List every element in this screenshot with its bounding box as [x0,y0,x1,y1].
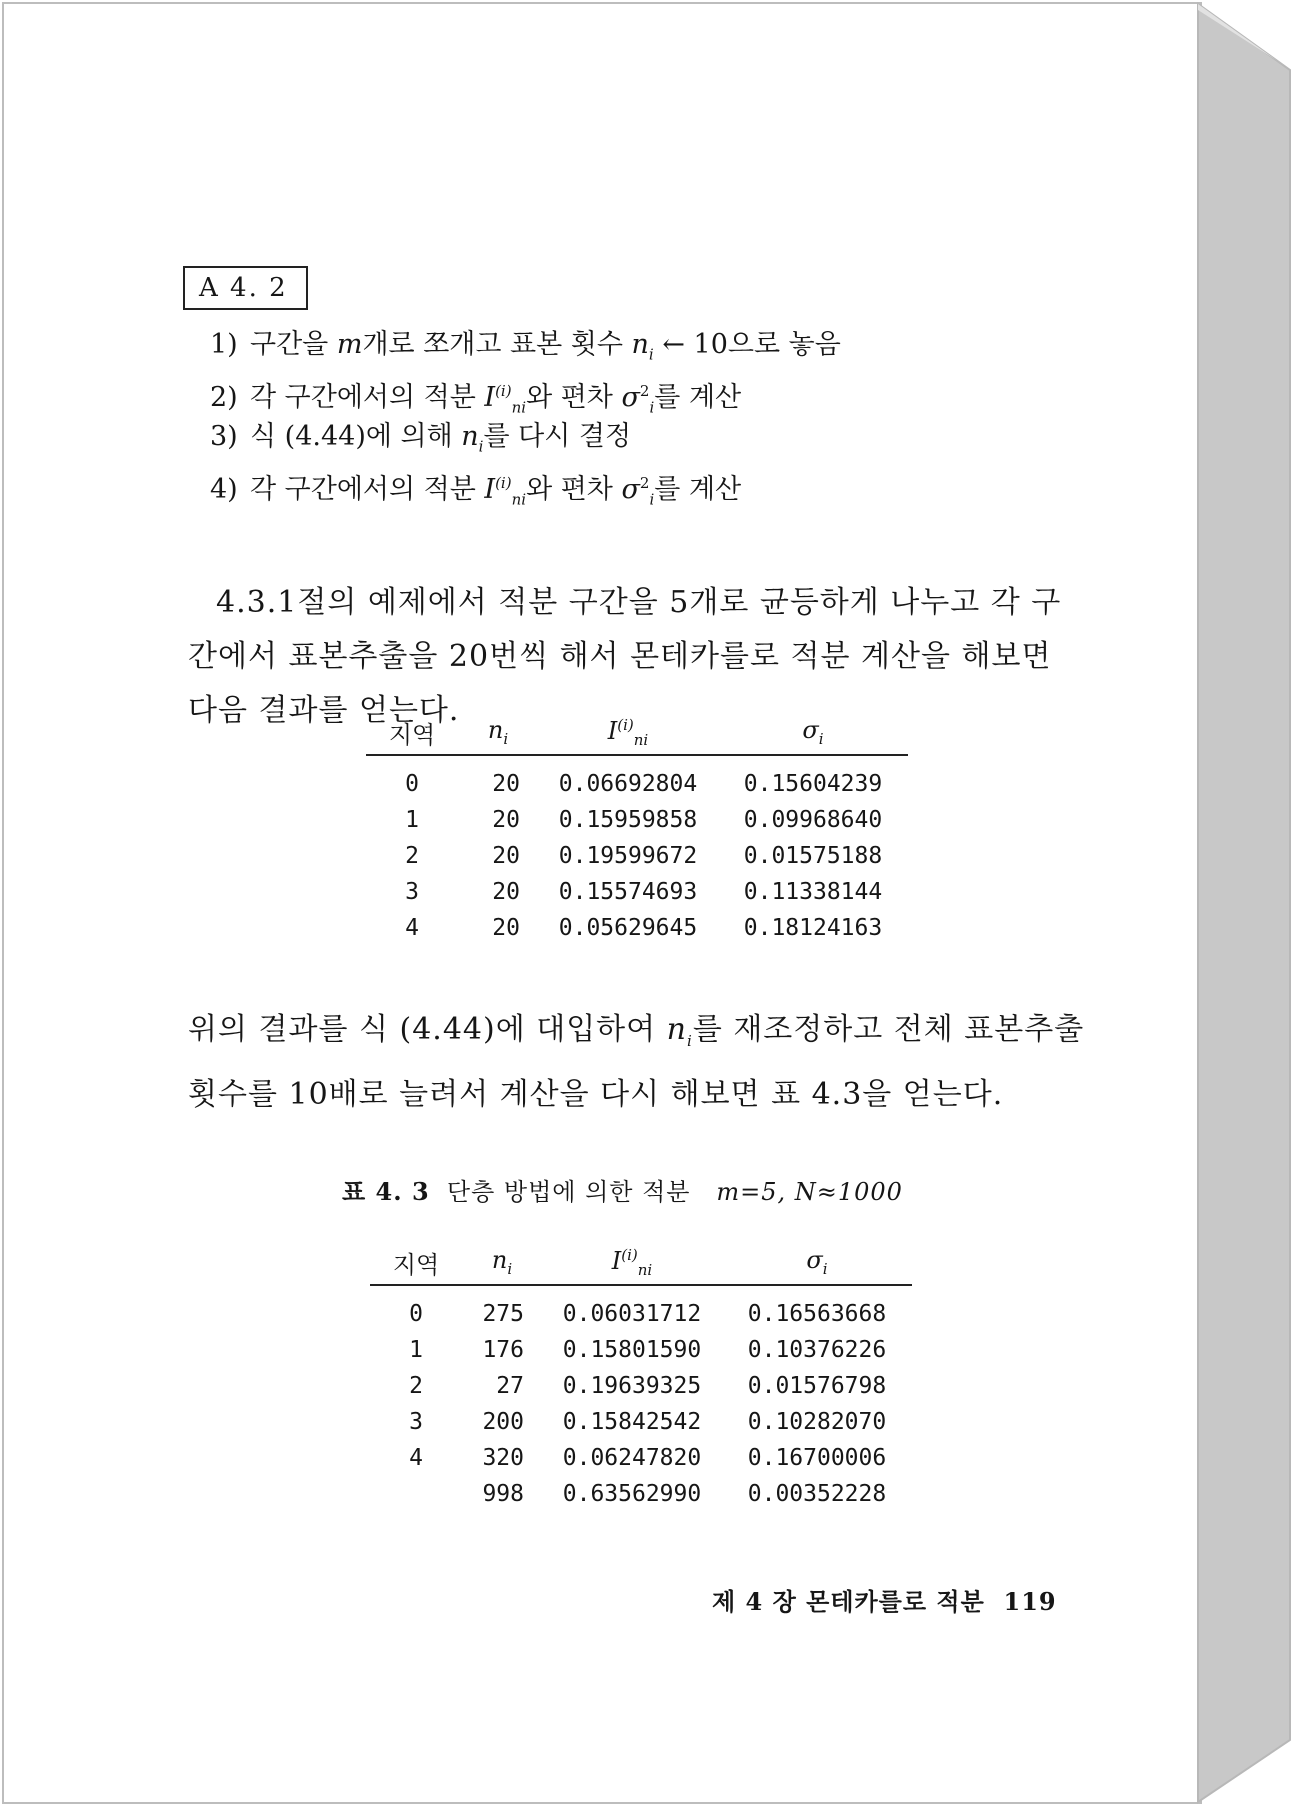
paragraph-adjust: 위의 결과를 식 (4.44)에 대입하여 $n_i$를 재조정하고 전체 표본추출 횟수를 10배로 늘려서 계산을 다시 해보면 표 4.3을 얻는다. [188,1012,1085,1112]
table-row: 3 200 0.15842542 0.10282070 [409,1409,887,1435]
table-row: 1 176 0.15801590 0.10376226 [409,1337,887,1363]
table-row: 2 27 0.19639325 0.01576798 [409,1373,887,1399]
table-row: 3 20 0.15574693 0.11338144 [405,879,883,905]
chapter-title: 제 4 장 몬테카를로 적분 [712,1587,985,1616]
header-sigma: $\sigma_i$ [722,1240,912,1285]
header-ni: $n_i$ [458,710,538,755]
table-row: 1 20 0.15959858 0.09968640 [405,807,883,833]
table-header-row [366,710,908,755]
algorithm-steps [210,322,841,509]
table-row: 2 20 0.19599672 0.01575188 [405,843,883,869]
results-table-stratified [370,1240,912,1512]
header-region: 지역 [370,1240,462,1285]
results-table-initial [366,710,908,946]
page-footer [712,1582,1057,1617]
paragraph-intro: 4.3.1절의 예제에서 적분 구간을 5개로 균등하게 나누고 각 구간에서 표본추출을 20번씩 해서 몬테카를로 적분 계산을 해보면 다음 결과를 얻는다. [188,585,1062,728]
page-number: 119 [1003,1587,1057,1616]
table-row-total: 998 0.63562990 0.00352228 [482,1481,887,1507]
header-sigma: $\sigma_i$ [718,710,908,755]
table-row: 0 20 0.06692804 0.15604239 [405,771,883,797]
header-region: 지역 [366,710,458,755]
algorithm-step-4: 4) 각 구간에서의 적분 $I^{(i)}_{ni}$와 편차 $\sigma^2_i$를 계산 [210,474,742,509]
header-integral: $I^{(i)}_{ni}$ [542,1240,722,1285]
table-caption: 표 4. 3 단층 방법에 의한 적분 m=5, N≈1000 [342,1177,903,1206]
table-row: 4 20 0.05629645 0.18124163 [405,915,883,941]
table-row: 0 275 0.06031712 0.16563668 [409,1301,887,1327]
header-ni: $n_i$ [462,1240,542,1285]
algorithm-step-1: 1) 구간을 m개로 쪼개고 표본 횟수 $n_i$ ← 10으로 놓음 [210,329,841,364]
algorithm-label: A 4. 2 [183,266,308,310]
table-header-row [370,1240,912,1285]
algorithm-step-2: 2) 각 구간에서의 적분 $I^{(i)}_{ni}$와 편차 $\sigma^2_i$를 계산 [210,382,742,417]
header-integral: $I^{(i)}_{ni}$ [538,710,718,755]
algorithm-step-3: 3) 식 (4.44)에 의해 $n_i$를 다시 결정 [210,421,632,456]
table-row: 4 320 0.06247820 0.16700006 [409,1445,887,1471]
